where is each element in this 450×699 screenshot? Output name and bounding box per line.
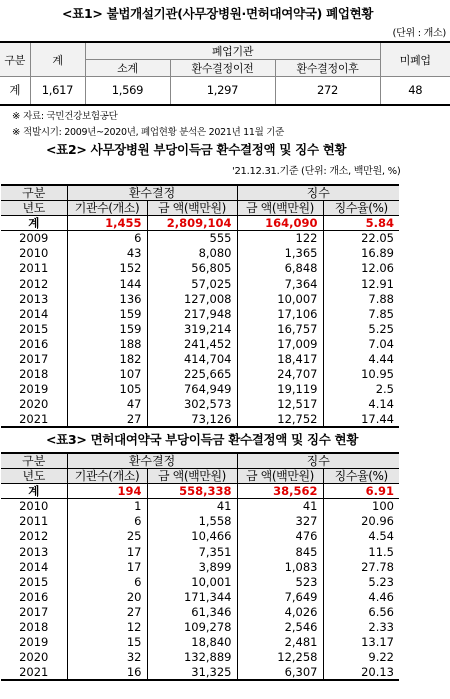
t2-header-category: 구분 xyxy=(1,185,67,201)
cell-year: 2010 xyxy=(1,246,67,261)
table-row xyxy=(1,529,399,544)
cell-count: 136 xyxy=(67,291,147,306)
cell-col-amount: 327 xyxy=(237,514,323,529)
cell-amount: 171,344 xyxy=(147,589,237,604)
table-row xyxy=(1,231,399,246)
cell-count: 25 xyxy=(67,529,147,544)
table-row xyxy=(1,604,399,619)
t3-header-rate: 징수율(%) xyxy=(323,469,399,484)
cell-year: 2019 xyxy=(1,382,67,397)
table-row xyxy=(1,514,399,529)
cell-rate: 17.44 xyxy=(323,412,399,427)
cell-count: 182 xyxy=(67,351,147,366)
cell-rate: 9.22 xyxy=(323,650,399,665)
t2-header-decision: 환수결정 xyxy=(67,185,237,201)
cell-rate: 20.96 xyxy=(323,514,399,529)
t1-header-after: 환수결정이후 xyxy=(275,60,380,77)
table-row xyxy=(1,499,399,514)
t1-header-not-closed: 미폐업 xyxy=(380,42,450,77)
cell-count: 47 xyxy=(67,397,147,412)
cell-col-amount: 4,026 xyxy=(237,604,323,619)
table-row xyxy=(1,306,399,321)
t1-total-row xyxy=(0,77,450,105)
t1-header-before: 환수결정이전 xyxy=(170,60,275,77)
t2-header-col-amount: 금 액(백만원) xyxy=(237,201,323,216)
table-row xyxy=(1,412,399,427)
cell-year: 2013 xyxy=(1,291,67,306)
t2-header-count: 기관수(개소) xyxy=(67,201,147,216)
table2-unit: '21.12.31.기준 (단위: 개소, 백만원, %) xyxy=(232,166,401,177)
cell-year: 2015 xyxy=(1,321,67,336)
cell-year: 2016 xyxy=(1,336,67,351)
t1-header-closed-group: 폐업기관 xyxy=(85,42,380,60)
t2-total-row xyxy=(1,216,399,231)
cell-count: 6 xyxy=(67,574,147,589)
cell-year: 2020 xyxy=(1,650,67,665)
t1-row-before: 1,297 xyxy=(170,77,275,105)
cell-year: 2017 xyxy=(1,604,67,619)
t3-total-col-amount: 38,562 xyxy=(237,484,323,499)
cell-col-amount: 2,546 xyxy=(237,619,323,634)
cell-year: 2020 xyxy=(1,397,67,412)
t2-total-label: 계 xyxy=(1,216,67,231)
cell-count: 159 xyxy=(67,321,147,336)
t1-header-subtotal: 소계 xyxy=(85,60,170,77)
t1-row-total: 1,617 xyxy=(30,77,85,105)
cell-count: 16 xyxy=(67,665,147,680)
t1-header-category: 구분 xyxy=(0,42,30,77)
cell-col-amount: 19,119 xyxy=(237,382,323,397)
cell-count: 12 xyxy=(67,619,147,634)
cell-year: 2009 xyxy=(1,231,67,246)
cell-count: 1 xyxy=(67,499,147,514)
cell-year: 2018 xyxy=(1,367,67,382)
cell-col-amount: 12,517 xyxy=(237,397,323,412)
cell-amount: 1,558 xyxy=(147,514,237,529)
t1-header-total: 계 xyxy=(30,42,85,77)
table-row xyxy=(1,382,399,397)
table-row xyxy=(1,619,399,634)
cell-col-amount: 10,007 xyxy=(237,291,323,306)
cell-rate: 4.14 xyxy=(323,397,399,412)
cell-amount: 764,949 xyxy=(147,382,237,397)
cell-col-amount: 12,258 xyxy=(237,650,323,665)
table-row xyxy=(1,291,399,306)
table-row xyxy=(1,351,399,366)
cell-rate: 2.33 xyxy=(323,619,399,634)
cell-rate: 5.23 xyxy=(323,574,399,589)
t3-header-category: 구분 xyxy=(1,453,67,469)
cell-count: 188 xyxy=(67,336,147,351)
table-row xyxy=(1,635,399,650)
t3-total-rate: 6.91 xyxy=(323,484,399,499)
cell-col-amount: 476 xyxy=(237,529,323,544)
t3-total-count: 194 xyxy=(67,484,147,499)
cell-rate: 4.46 xyxy=(323,589,399,604)
cell-year: 2019 xyxy=(1,635,67,650)
t2-total-count: 1,455 xyxy=(67,216,147,231)
cell-amount: 302,573 xyxy=(147,397,237,412)
cell-year: 2012 xyxy=(1,529,67,544)
cell-rate: 4.54 xyxy=(323,529,399,544)
cell-year: 2014 xyxy=(1,559,67,574)
t2-header-rate: 징수율(%) xyxy=(323,201,399,216)
cell-rate: 7.04 xyxy=(323,336,399,351)
cell-col-amount: 2,481 xyxy=(237,635,323,650)
cell-col-amount: 17,009 xyxy=(237,336,323,351)
table-row xyxy=(1,397,399,412)
period-note xyxy=(12,124,284,138)
cell-col-amount: 16,757 xyxy=(237,321,323,336)
cell-amount: 414,704 xyxy=(147,351,237,366)
t3-header-count: 기관수(개소) xyxy=(67,469,147,484)
cell-rate: 100 xyxy=(323,499,399,514)
table-row xyxy=(1,367,399,382)
cell-col-amount: 1,365 xyxy=(237,246,323,261)
cell-count: 17 xyxy=(67,559,147,574)
cell-amount: 57,025 xyxy=(147,276,237,291)
cell-rate: 12.91 xyxy=(323,276,399,291)
table-row xyxy=(1,544,399,559)
t1-row-subtotal: 1,569 xyxy=(85,77,170,105)
cell-count: 105 xyxy=(67,382,147,397)
cell-amount: 56,805 xyxy=(147,261,237,276)
cell-rate: 7.88 xyxy=(323,291,399,306)
cell-amount: 61,346 xyxy=(147,604,237,619)
cell-rate: 27.78 xyxy=(323,559,399,574)
cell-year: 2017 xyxy=(1,351,67,366)
table-row xyxy=(1,650,399,665)
cell-amount: 319,214 xyxy=(147,321,237,336)
source-note-text: 자료: 국민건강보험공단 xyxy=(23,111,118,122)
cell-count: 107 xyxy=(67,367,147,382)
cell-amount: 225,665 xyxy=(147,367,237,382)
t2-total-amount: 2,809,104 xyxy=(147,216,237,231)
cell-year: 2015 xyxy=(1,574,67,589)
cell-col-amount: 6,307 xyxy=(237,665,323,680)
cell-count: 152 xyxy=(67,261,147,276)
cell-amount: 555 xyxy=(147,231,237,246)
table-row xyxy=(1,246,399,261)
t3-header-year: 년도 xyxy=(1,469,67,484)
cell-amount: 109,278 xyxy=(147,619,237,634)
cell-col-amount: 17,106 xyxy=(237,306,323,321)
t3-total-row xyxy=(1,484,399,499)
clinic-recovery-table xyxy=(1,184,399,428)
cell-amount: 8,080 xyxy=(147,246,237,261)
cell-amount: 217,948 xyxy=(147,306,237,321)
cell-count: 159 xyxy=(67,306,147,321)
cell-year: 2021 xyxy=(1,665,67,680)
cell-amount: 7,351 xyxy=(147,544,237,559)
cell-year: 2011 xyxy=(1,261,67,276)
cell-col-amount: 41 xyxy=(237,499,323,514)
t3-header-collection: 징수 xyxy=(237,453,399,469)
t1-row-label: 계 xyxy=(0,77,30,105)
note-mark-icon: ※ xyxy=(12,127,21,138)
cell-col-amount: 845 xyxy=(237,544,323,559)
cell-year: 2021 xyxy=(1,412,67,427)
cell-amount: 241,452 xyxy=(147,336,237,351)
t1-row-after: 272 xyxy=(275,77,380,105)
cell-rate: 10.95 xyxy=(323,367,399,382)
table-row xyxy=(1,261,399,276)
cell-year: 2016 xyxy=(1,589,67,604)
cell-col-amount: 18,417 xyxy=(237,351,323,366)
cell-rate: 6.56 xyxy=(323,604,399,619)
cell-amount: 73,126 xyxy=(147,412,237,427)
cell-amount: 41 xyxy=(147,499,237,514)
note-mark-icon: ※ xyxy=(12,111,21,122)
source-note xyxy=(12,108,118,122)
cell-col-amount: 122 xyxy=(237,231,323,246)
cell-col-amount: 12,752 xyxy=(237,412,323,427)
t1-row-not-closed: 48 xyxy=(380,77,450,105)
pharmacy-recovery-table xyxy=(1,452,399,681)
t3-total-label: 계 xyxy=(1,484,67,499)
t3-header-amount: 금 액(백만원) xyxy=(147,469,237,484)
cell-count: 27 xyxy=(67,412,147,427)
t2-total-col-amount: 164,090 xyxy=(237,216,323,231)
table-row xyxy=(1,665,399,680)
cell-rate: 11.5 xyxy=(323,544,399,559)
t3-header-col-amount: 금 액(백만원) xyxy=(237,469,323,484)
cell-year: 2010 xyxy=(1,499,67,514)
cell-rate: 13.17 xyxy=(323,635,399,650)
table3-title: <표3> 면허대여약국 부당이득금 환수결정액 및 징수 현황 xyxy=(46,432,359,447)
cell-col-amount: 7,649 xyxy=(237,589,323,604)
cell-col-amount: 7,364 xyxy=(237,276,323,291)
table-row xyxy=(1,276,399,291)
cell-amount: 31,325 xyxy=(147,665,237,680)
cell-rate: 7.85 xyxy=(323,306,399,321)
cell-year: 2011 xyxy=(1,514,67,529)
cell-amount: 127,008 xyxy=(147,291,237,306)
cell-col-amount: 523 xyxy=(237,574,323,589)
cell-amount: 132,889 xyxy=(147,650,237,665)
cell-rate: 22.05 xyxy=(323,231,399,246)
cell-count: 6 xyxy=(67,514,147,529)
table1-unit: (단위 : 개소) xyxy=(392,28,446,39)
period-note-text: 적발시기: 2009년~2020년, 폐업현황 분석은 2021년 11월 기준 xyxy=(23,127,285,138)
table2-title: <표2> 사무장병원 부당이득금 환수결정액 및 징수 현황 xyxy=(46,142,347,157)
t2-total-rate: 5.84 xyxy=(323,216,399,231)
cell-amount: 18,840 xyxy=(147,635,237,650)
cell-rate: 2.5 xyxy=(323,382,399,397)
cell-count: 144 xyxy=(67,276,147,291)
t3-total-amount: 558,338 xyxy=(147,484,237,499)
cell-count: 27 xyxy=(67,604,147,619)
table-row xyxy=(1,574,399,589)
cell-year: 2012 xyxy=(1,276,67,291)
cell-col-amount: 1,083 xyxy=(237,559,323,574)
cell-count: 17 xyxy=(67,544,147,559)
cell-count: 15 xyxy=(67,635,147,650)
t2-header-year: 년도 xyxy=(1,201,67,216)
cell-rate: 16.89 xyxy=(323,246,399,261)
cell-amount: 3,899 xyxy=(147,559,237,574)
cell-count: 6 xyxy=(67,231,147,246)
cell-count: 32 xyxy=(67,650,147,665)
cell-amount: 10,466 xyxy=(147,529,237,544)
table-row xyxy=(1,589,399,604)
cell-count: 20 xyxy=(67,589,147,604)
t3-header-decision: 환수결정 xyxy=(67,453,237,469)
closure-status-table xyxy=(0,41,450,106)
table1-title: <표1> 불법개설기관(사무장병원·면허대여약국) 폐업현황 xyxy=(62,6,374,21)
t2-header-amount: 금 액(백만원) xyxy=(147,201,237,216)
cell-year: 2013 xyxy=(1,544,67,559)
cell-amount: 10,001 xyxy=(147,574,237,589)
cell-year: 2018 xyxy=(1,619,67,634)
table-row xyxy=(1,559,399,574)
cell-rate: 4.44 xyxy=(323,351,399,366)
cell-year: 2014 xyxy=(1,306,67,321)
cell-count: 43 xyxy=(67,246,147,261)
table-row xyxy=(1,336,399,351)
table-row xyxy=(1,321,399,336)
cell-rate: 5.25 xyxy=(323,321,399,336)
cell-col-amount: 24,707 xyxy=(237,367,323,382)
cell-rate: 12.06 xyxy=(323,261,399,276)
t2-header-collection: 징수 xyxy=(237,185,399,201)
cell-col-amount: 6,848 xyxy=(237,261,323,276)
cell-rate: 20.13 xyxy=(323,665,399,680)
